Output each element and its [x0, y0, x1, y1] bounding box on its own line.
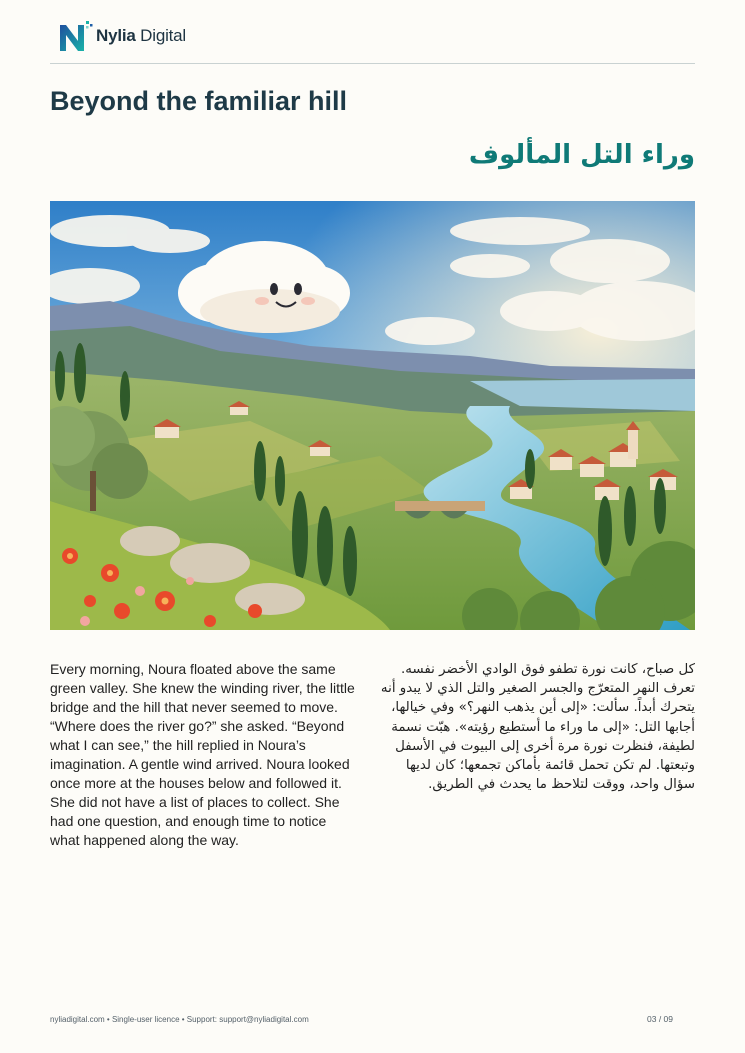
footer-licence-text: nyliadigital.com • Single-user licence • Support: support@nyliadigital.com: [50, 1015, 309, 1024]
page-title-arabic: وراء التل المألوف: [468, 140, 695, 170]
story-text-arabic: كل صباح، كانت نورة تطفو فوق الوادي الأخضر نفسه. تعرف النهر المتعرّج والجسر الصغير والتل الذي لا يبدو أنه يتحرك أبداً. سألت: «إلى أين يذهب النهر؟» وفي خيالها، أجابها التل: «إلى ما وراء ما أستطيع رؤيته». هبّت نسمة لطيفة، فنظرت نورة مرة أخرى إلى البيوت في الأسفل وتبعتها. لم تكن تحمل قائمة بأماكن تجمعها؛ كان لديها سؤال واحد، ووقت لتلاحظ ما يحدث في الطريق.: [380, 662, 695, 793]
brand-logo: [58, 18, 186, 54]
page-number: 03 / 09: [647, 1014, 673, 1024]
brand-name-light: Digital: [140, 26, 187, 45]
valley-illustration: [50, 201, 695, 630]
brand-name-bold: Nylia: [96, 26, 136, 45]
valley-river-cloud-illustration: [50, 201, 695, 630]
brand-name: [96, 26, 186, 46]
header-divider: [50, 63, 695, 64]
nylia-n-icon: [58, 19, 94, 53]
page-title-english: Beyond the familiar hill: [50, 86, 348, 116]
story-text-english: Every morning, Noura floated above the same green valley. She knew the winding river, the little bridge and the hill that never seemed to move. “Where does the river go?” she asked. “Beyond what I can see,” the hill replied in Noura’s imagination. A gentle wind arrived. Noura looked once more at the houses below and followed it. She did not have a list of places to collect. She had one question, and enough time to notice what happened along the way.: [50, 661, 355, 848]
